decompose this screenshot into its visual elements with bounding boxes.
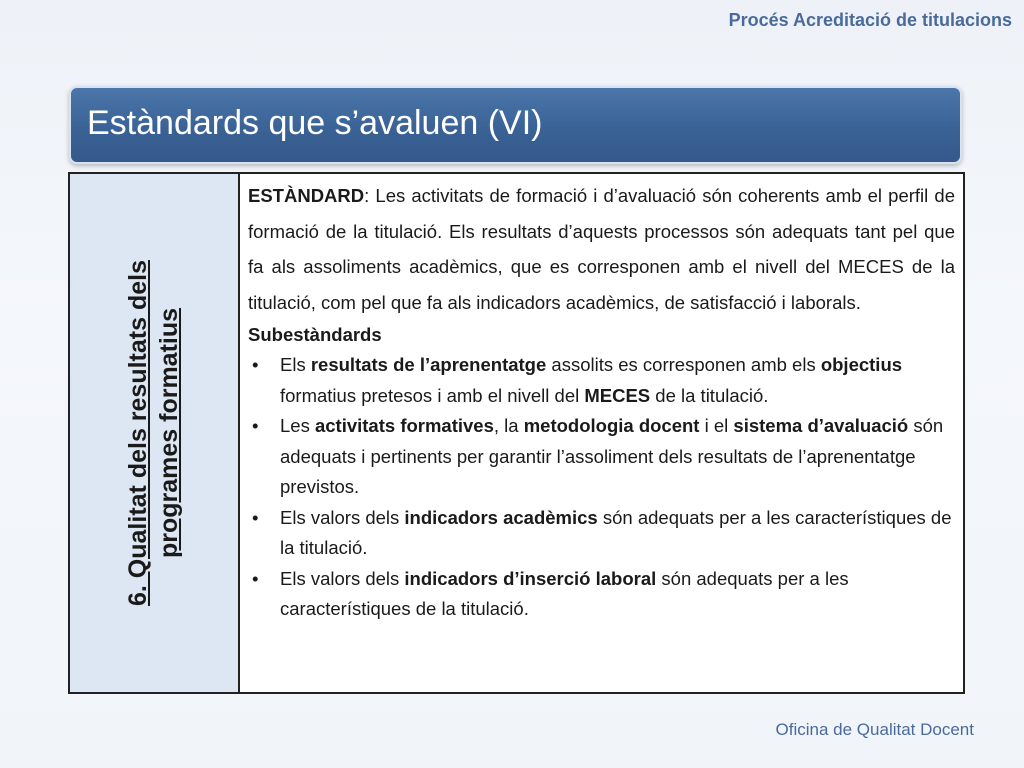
substandards-list xyxy=(248,350,955,625)
list-item xyxy=(248,411,955,503)
bullet-bold: indicadors acadèmics xyxy=(404,506,598,528)
bullet-bold: activitats formatives xyxy=(314,415,494,436)
bullet-text: Els valors dels xyxy=(280,506,405,528)
bullet-icon: • xyxy=(252,567,259,589)
bullet-text: assolits es corresponen amb els xyxy=(546,354,821,375)
standard-text: Les activitats de formació i d’avaluació són coherents amb el perfil de formació de la titulació. Els resultats d’aquests processos són adequats tant pel que fa als assoliments acadèmics, que es corresponen amb el nivell del MECES de la titulació, com pel que fa als indicadors acadèmics, de satisfacció i laborals. xyxy=(248,185,955,313)
category-cell xyxy=(70,174,240,692)
list-item xyxy=(248,350,955,411)
bullet-bold: metodologia docent xyxy=(523,415,700,436)
bullet-text: són adequats i pertinents per garantir l’assoliment dels resultats de l’aprenentatge previstos. xyxy=(280,415,944,497)
bullet-text: formatius pretesos i amb el nivell del xyxy=(280,384,585,406)
standard-separator: : xyxy=(364,185,370,206)
substandards-heading: Subestàndards xyxy=(248,324,382,345)
bullet-text: són adequats per a les característiques de la titulació. xyxy=(280,567,849,619)
header-title: Procés Acreditació de titulacions xyxy=(728,10,1012,30)
bullet-bold: objectius xyxy=(820,354,903,375)
bullet-bold: resultats de l’aprenentatge xyxy=(310,354,547,375)
slide-title: Estàndards que s’avaluen (VI) xyxy=(87,104,543,142)
bullet-text: són adequats per a les característiques de la titulació. xyxy=(280,506,952,558)
bullet-bold: indicadors d’inserció laboral xyxy=(404,567,657,589)
category-label-line2: programes formatius xyxy=(155,307,183,559)
bullet-icon: • xyxy=(252,415,259,436)
bullet-bold: MECES xyxy=(584,384,651,406)
bullet-text: i el xyxy=(699,415,734,436)
list-item xyxy=(248,503,955,564)
bullet-text: Els valors dels xyxy=(280,567,405,589)
footer-text: Oficina de Qualitat Docent xyxy=(775,720,974,739)
standards-table xyxy=(68,172,965,694)
category-label-line1: 6. Qualitat dels resultats dels xyxy=(124,260,152,606)
bullet-icon: • xyxy=(252,506,259,528)
bullet-text: Els xyxy=(280,354,311,375)
bullet-text: de la titulació. xyxy=(650,384,769,406)
bullet-icon: • xyxy=(252,354,259,375)
bullet-bold: sistema d’avaluació xyxy=(733,415,909,436)
standard-paragraph xyxy=(248,178,955,320)
category-label xyxy=(123,223,185,643)
slide-title-bar xyxy=(69,86,962,164)
standard-label: ESTÀNDARD xyxy=(248,185,365,206)
bullet-text: Les xyxy=(280,415,315,436)
list-item xyxy=(248,564,955,625)
description-cell xyxy=(240,174,963,692)
bullet-text: , la xyxy=(493,415,524,436)
